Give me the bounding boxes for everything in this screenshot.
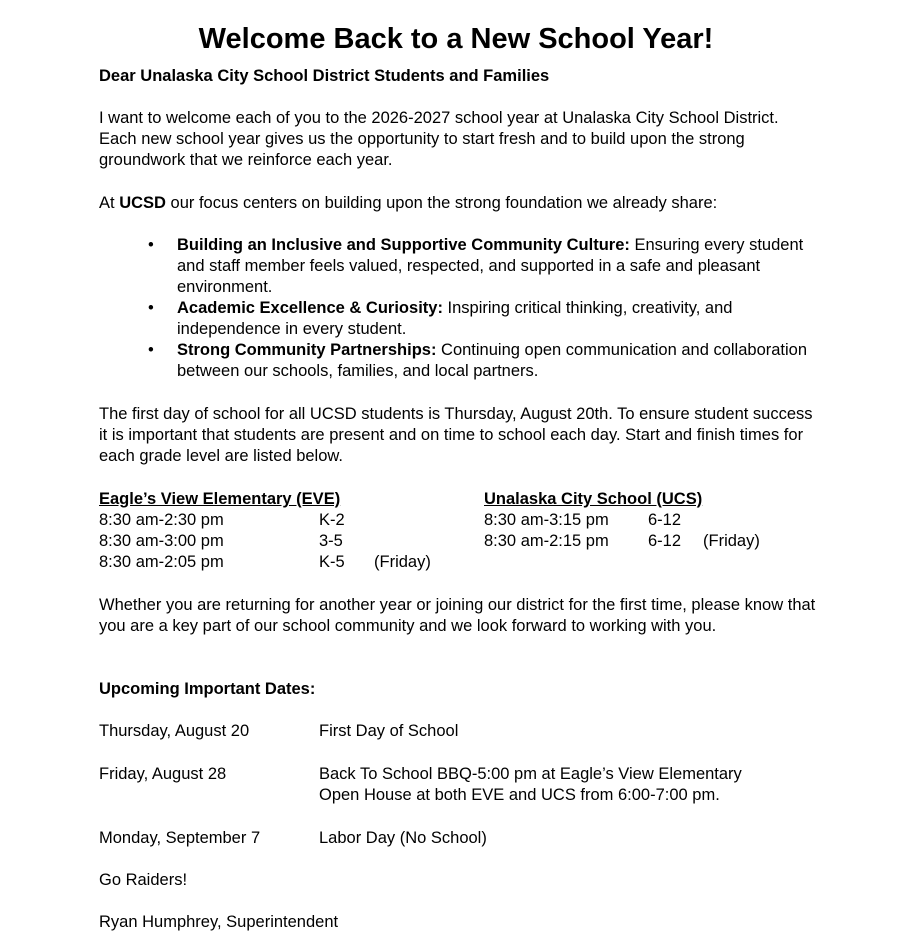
eve-schedule — [99, 489, 459, 573]
schedule-row — [99, 531, 459, 552]
ucs-schedule-heading: Unalaska City School (UCS) — [484, 490, 703, 508]
focus-org: UCSD — [119, 194, 166, 212]
date-events — [319, 828, 839, 849]
schedule-grades: 6-12 — [648, 511, 682, 529]
focus-paragraph — [99, 193, 819, 214]
bullet-icon: • — [148, 341, 154, 359]
list-item-text: Inspiring critical thinking, creativity, and independence in every student. — [177, 299, 733, 338]
first-day-paragraph: The first day of school for all UCSD students is Thursday, August 20th. To ensure student success it is important that students are present and on time to school each day. Start and finish times for each grade level are listed below. — [99, 405, 813, 465]
list-item-heading: Academic Excellence & Curiosity: — [177, 299, 443, 317]
schedule-time: 8:30 am-3:15 pm — [484, 511, 609, 529]
date-event: Labor Day (No School) — [319, 829, 487, 847]
date-label: Friday, August 28 — [99, 765, 227, 783]
schedule-grades: 6-12 — [648, 532, 682, 550]
date-events — [319, 721, 839, 742]
schedule-time: 8:30 am-2:05 pm — [99, 553, 224, 571]
list-item-text: Ensuring every student and staff member feels valued, respected, and supported in a safe and pleasant environment. — [177, 236, 804, 296]
list-item-text: Continuing open communication and collaboration between our schools, families, and local partners. — [177, 341, 808, 380]
salutation: Dear Unalaska City School District Students and Families — [99, 67, 550, 85]
schedule-grades: K-5 — [319, 553, 345, 571]
schedule-row — [99, 510, 459, 531]
intro-paragraph: I want to welcome each of you to the 2026-2027 school year at Unalaska City School District. Each new school year gives us the opportunity to start fresh and to build upon the strong groundwork that we reinforce each year. — [99, 109, 779, 169]
date-label: Monday, September 7 — [99, 829, 261, 847]
list-item — [99, 340, 829, 382]
focus-rest: our focus centers on building upon the strong foundation we already share: — [165, 194, 718, 212]
schedule-grades: 3-5 — [319, 532, 343, 550]
schedule-time: 8:30 am-2:15 pm — [484, 532, 609, 550]
closing-cheer: Go Raiders! — [99, 871, 188, 889]
page-title: Welcome Back to a New School Year! — [198, 23, 714, 55]
community-paragraph: Whether you are returning for another year or joining our district for the first time, please know that you are a key part of our school community and we look forward to working with you. — [99, 596, 816, 635]
schedule-note: (Friday) — [374, 553, 431, 571]
schedule-row — [99, 552, 459, 573]
signature: Ryan Humphrey, Superintendent — [99, 913, 339, 931]
schedule-row — [484, 510, 814, 531]
date-label: Thursday, August 20 — [99, 722, 250, 740]
list-item-heading: Building an Inclusive and Supportive Community Culture: — [177, 236, 630, 254]
ucs-schedule — [484, 489, 814, 552]
date-events — [319, 764, 839, 806]
date-event: First Day of School — [319, 722, 459, 740]
list-item — [99, 298, 829, 340]
date-event: Back To School BBQ-5:00 pm at Eagle’s View Elementary — [319, 765, 742, 783]
eve-schedule-heading: Eagle’s View Elementary (EVE) — [99, 490, 341, 508]
list-item-heading: Strong Community Partnerships: — [177, 341, 437, 359]
schedule-note: (Friday) — [703, 532, 760, 550]
schedule-time: 8:30 am-2:30 pm — [99, 511, 224, 529]
list-item — [99, 235, 829, 298]
date-event: Open House at both EVE and UCS from 6:00-7:00 pm. — [319, 786, 720, 804]
focus-prefix: At — [99, 194, 120, 212]
schedule-time: 8:30 am-3:00 pm — [99, 532, 224, 550]
dates-heading: Upcoming Important Dates: — [99, 680, 316, 698]
schedule-row — [484, 531, 814, 552]
schedule-grades: K-2 — [319, 511, 345, 529]
focus-list — [99, 235, 829, 382]
bullet-icon: • — [148, 299, 154, 317]
bullet-icon: • — [148, 236, 154, 254]
